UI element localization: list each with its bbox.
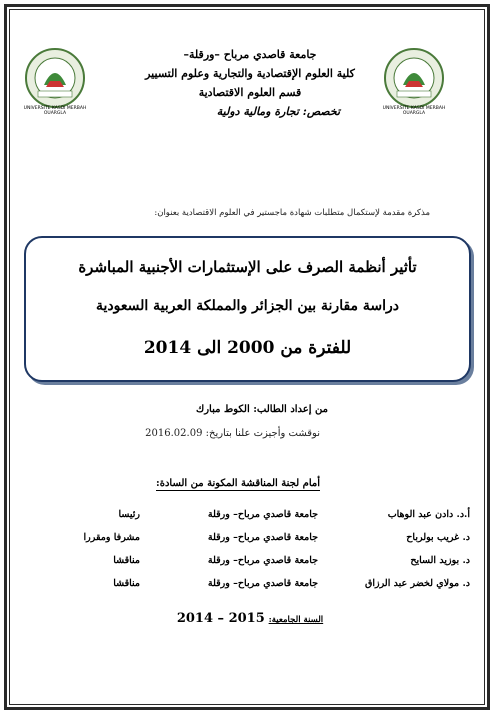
- committee-row: [30, 578, 470, 600]
- member-university: جامعة قاصدي مرباح– ورقلة: [207, 509, 318, 520]
- specialty: تخصص: تجارة ومالية دولية: [216, 105, 340, 118]
- committee-row: [30, 555, 470, 577]
- thesis-title-line1: تأثير أنظمة الصرف على الإستثمارات الأجنبية المباشرة: [78, 258, 417, 276]
- academic-year-value: 2015 – 2014: [176, 611, 265, 626]
- department-name: قسم العلوم الاقتصادية: [198, 86, 302, 99]
- faculty-name: كلية العلوم الإقتصادية والتجارية وعلوم التسيير: [145, 67, 355, 80]
- member-role: رئيسا: [118, 509, 140, 520]
- member-role: مشرفا ومقررا: [83, 532, 140, 543]
- student-name: من إعداد الطالب: الكوط مبارك: [195, 404, 328, 415]
- logo-right-caption: UNIVERSITE KASDI MERBAH OUARGLA: [382, 106, 446, 116]
- committee-row: [30, 532, 470, 554]
- committee-row: [30, 509, 470, 531]
- logo-left-caption: UNIVERSITE KASDI MERBAH OUARGLA: [23, 106, 87, 116]
- institution-header: [120, 45, 380, 121]
- member-name: د. بوزيد السايح: [410, 555, 470, 566]
- university-logo-left: [24, 47, 86, 109]
- thesis-title-line3: للفترة من 2000 الى 2014: [143, 338, 352, 358]
- member-name: أ.د. دادن عبد الوهاب: [387, 509, 470, 520]
- academic-year: [0, 611, 500, 626]
- defense-date: نوقشت وأجيزت علنا بتاريخ: 2016.02.09: [145, 428, 320, 439]
- academic-year-label: السنة الجامعية:: [268, 615, 324, 625]
- thesis-title-line2: دراسة مقارنة بين الجزائر والمملكة العربية السعودية: [95, 298, 400, 314]
- member-university: جامعة قاصدي مرباح– ورقلة: [207, 578, 318, 589]
- university-name: جامعة قاصدي مرباح –ورقلة–: [183, 48, 317, 61]
- member-role: مناقشا: [113, 555, 140, 566]
- member-university: جامعة قاصدي مرباح– ورقلة: [207, 555, 318, 566]
- memo-intro: مذكرة مقدمة لإستكمال متطلبات شهادة ماجستير في العلوم الاقتصادية بعنوان:: [154, 208, 430, 218]
- member-university: جامعة قاصدي مرباح– ورقلة: [207, 532, 318, 543]
- thesis-title-box: [24, 236, 471, 382]
- member-role: مناقشا: [113, 578, 140, 589]
- member-name: د. غريب بولرباح: [406, 532, 470, 543]
- university-logo-right: [383, 47, 445, 109]
- member-name: د. مولاي لخضر عبد الرزاق: [364, 578, 470, 589]
- committee-heading: أمام لجنة المناقشة المكونة من السادة:: [156, 478, 320, 489]
